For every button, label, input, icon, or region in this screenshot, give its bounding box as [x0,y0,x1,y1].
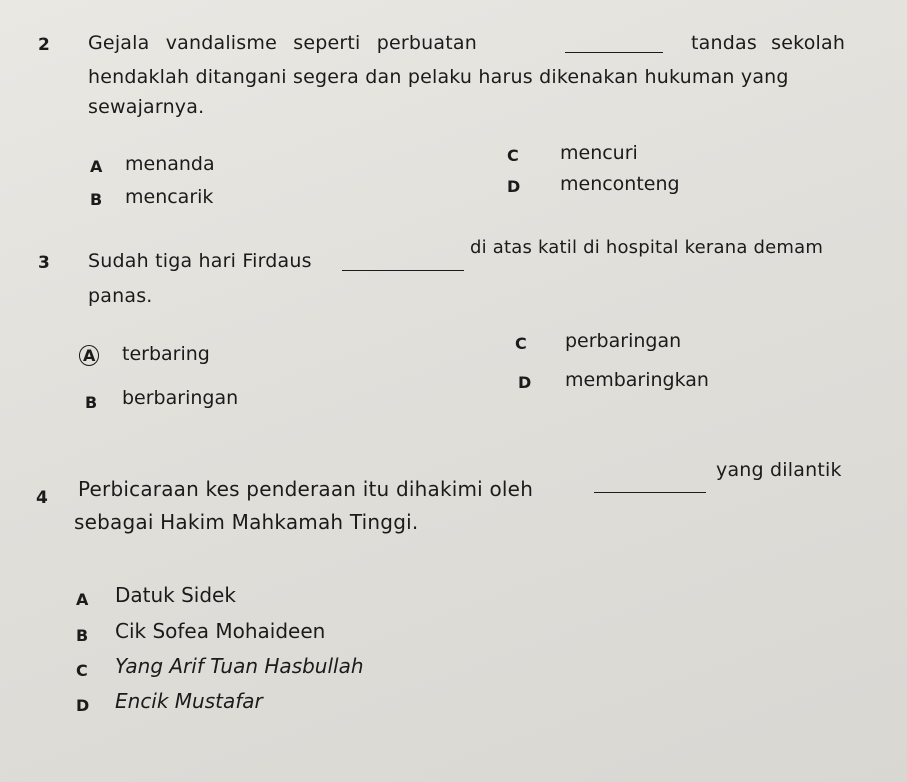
option-b: Cik Sofea Mohaideen [115,619,326,643]
question-number: 4 [36,488,48,508]
option-letter-d: D [507,177,521,196]
option-a: terbaring [122,343,210,365]
option-a: Datuk Sidek [115,583,236,607]
question-text: yang dilantik [716,459,842,481]
answer-blank [342,270,464,271]
option-letter-a: A [79,345,99,366]
option-letter-a: A [76,590,89,609]
option-d: Encik Mustafar [115,689,263,713]
option-c: mencuri [560,142,638,164]
option-letter-c: C [76,661,88,680]
option-letter-a: A [90,157,103,176]
option-b: mencarik [125,186,214,208]
option-letter-b: B [90,190,103,209]
option-letter-b: B [76,626,89,645]
option-d: membaringkan [565,369,709,391]
option-c: perbaringan [565,330,682,352]
answer-blank [565,52,663,53]
question-text: panas. [88,285,153,307]
option-a: menanda [125,153,215,175]
option-b: berbaringan [122,387,239,409]
question-text: tandas sekolah [691,32,846,54]
option-letter-c: C [507,146,519,165]
question-number: 2 [38,35,50,55]
question-text: Sudah tiga hari Firdaus [88,250,312,272]
question-text: di atas katil di hospital kerana demam [470,237,824,258]
option-letter-b: B [85,393,98,412]
option-letter-d: D [76,696,90,715]
option-letter-c: C [515,334,527,353]
question-text: Gejala vandalisme seperti perbuatan [88,32,477,54]
answer-blank [594,492,706,493]
question-text: Perbicaraan kes penderaan itu dihakimi oleh [78,477,534,501]
option-c: Yang Arif Tuan Hasbullah [115,654,364,678]
question-number: 3 [38,253,50,273]
question-text: hendaklah ditangani segera dan pelaku harus dikenakan hukuman yang [88,66,789,88]
question-text: sebagai Hakim Mahkamah Tinggi. [74,510,419,534]
option-d: menconteng [560,173,680,195]
question-text: sewajarnya. [88,96,205,118]
option-letter-d: D [518,373,532,392]
